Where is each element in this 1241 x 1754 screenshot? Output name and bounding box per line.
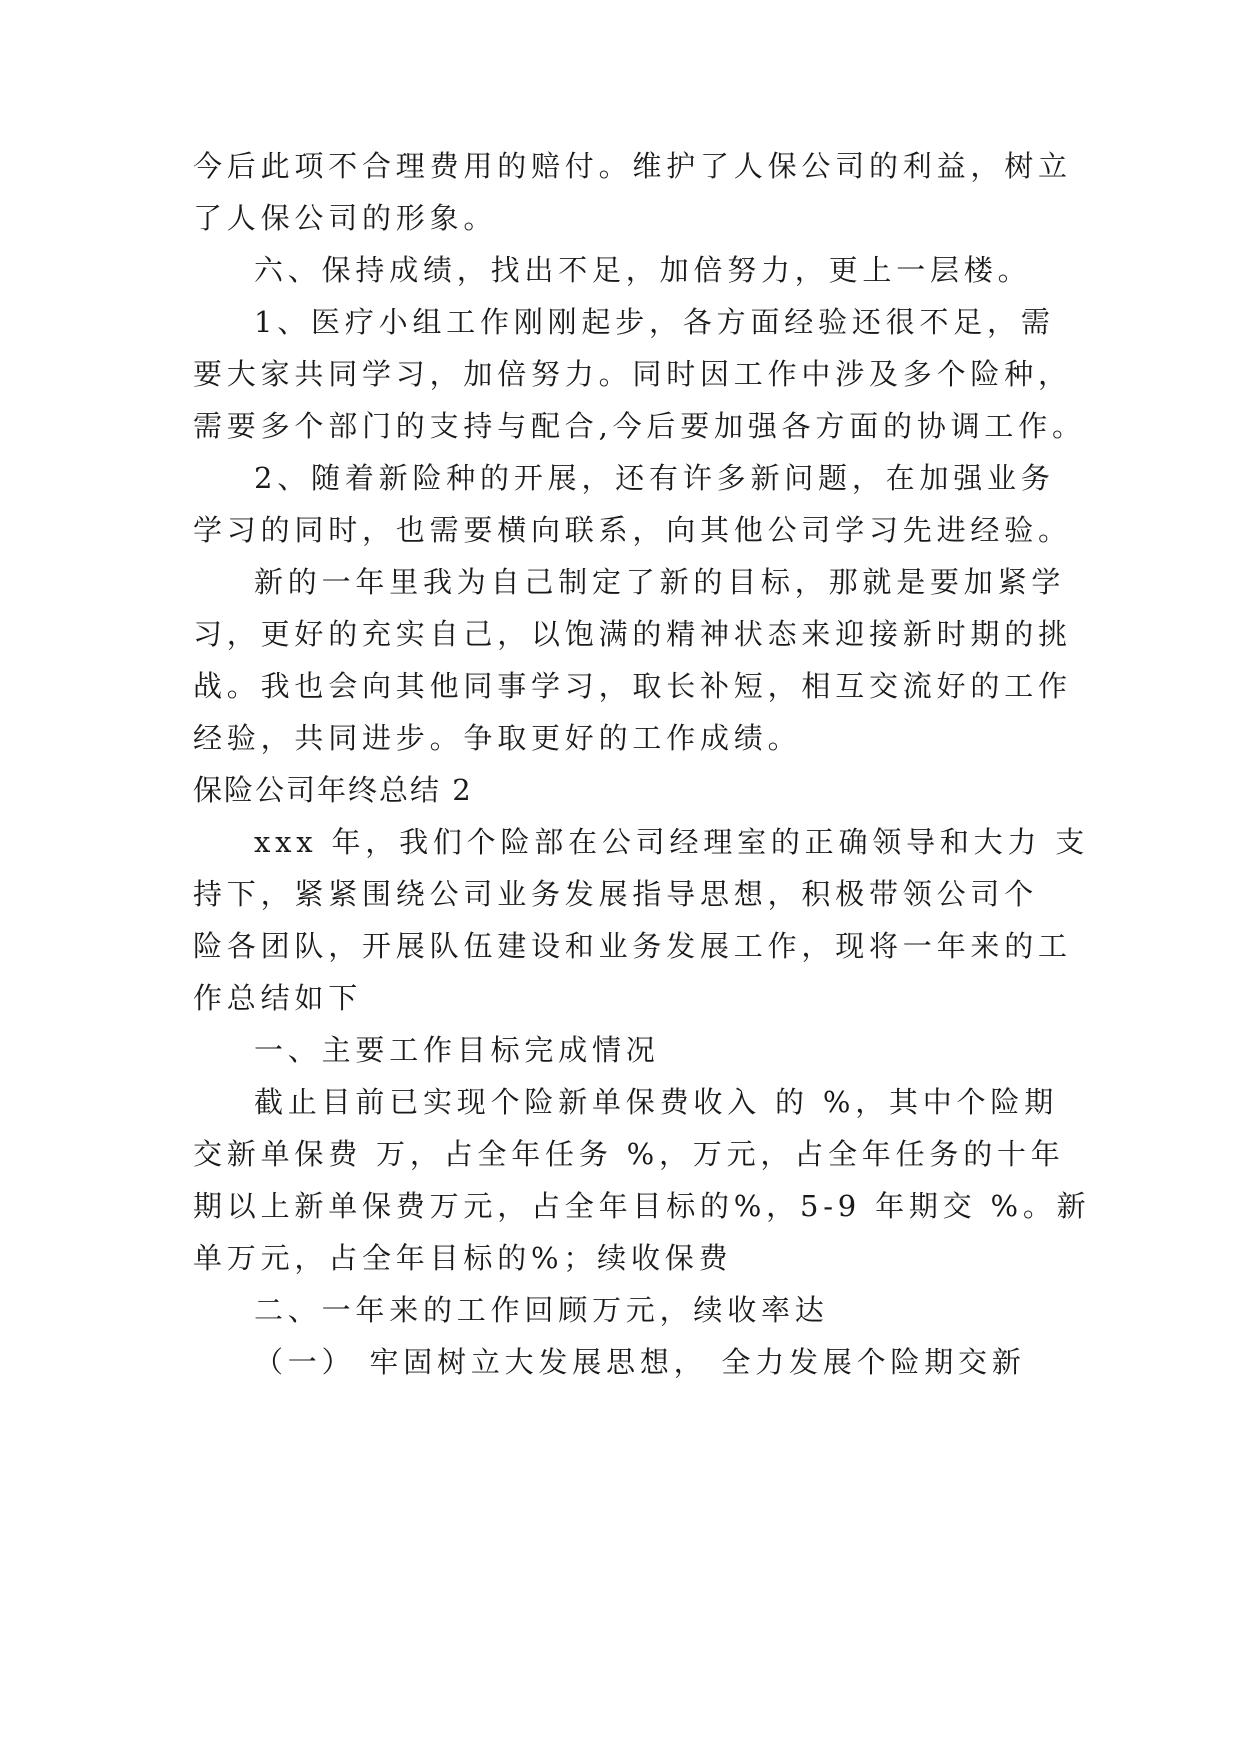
text-line: 了人保公司的形象。 <box>193 201 498 235</box>
text-line: 2、随着新险种的开展，还有许多新问题，在加强业务 <box>254 461 1055 495</box>
text-line: 习，更好的充实自己，以饱满的精神状态来迎接新时期的挑 <box>193 617 1072 651</box>
text-line: 持下，紧紧围绕公司业务发展指导思想，积极带领公司个 <box>193 877 1039 911</box>
text-line: 经验，共同进步。争取更好的工作成绩。 <box>193 721 802 755</box>
document-title: 保险公司年终总结 2 <box>193 773 473 807</box>
section-heading: 二、一年来的工作回顾万元，续收率达 <box>254 1293 829 1327</box>
text-line: xxx 年，我们个险部在公司经理室的正确领导和大力 支 <box>254 825 1090 859</box>
text-line: 交新单保费 万，占全年任务 %，万元，占全年任务的十年 <box>193 1137 1065 1171</box>
section-heading: 六、保持成绩，找出不足，加倍努力，更上一层楼。 <box>254 253 1032 287</box>
text-line: 需要多个部门的支持与配合,今后要加强各方面的协调工作。 <box>193 409 1086 443</box>
text-line: 期以上新单保费万元，占全年目标的%，5-9 年期交 %。新 <box>193 1189 1091 1223</box>
text-line: 险各团队，开展队伍建设和业务发展工作，现将一年来的工 <box>193 929 1072 963</box>
sub-heading: （一） 牢固树立大发展思想， 全力发展个险期交新 <box>254 1345 1026 1379</box>
text-line: 作总结如下 <box>193 981 363 1015</box>
text-line: 新的一年里我为自己制定了新的目标，那就是要加紧学 <box>254 565 1066 599</box>
text-line: 单万元，占全年目标的%；续收保费 <box>193 1241 733 1275</box>
text-line: 学习的同时，也需要横向联系，向其他公司学习先进经验。 <box>193 513 1072 547</box>
text-line: 截止目前已实现个险新单保费收入 的 %，其中个险期 <box>254 1085 1058 1119</box>
text-line: 要大家共同学习，加倍努力。同时因工作中涉及多个险种， <box>193 357 1072 391</box>
section-heading: 一、主要工作目标完成情况 <box>254 1033 660 1067</box>
text-line: 战。我也会向其他同事学习，取长补短，相互交流好的工作 <box>193 669 1072 703</box>
text-line: 今后此项不合理费用的赔付。维护了人保公司的利益，树立 <box>193 149 1072 183</box>
text-line: 1、医疗小组工作刚刚起步，各方面经验还很不足，需 <box>254 305 1055 339</box>
